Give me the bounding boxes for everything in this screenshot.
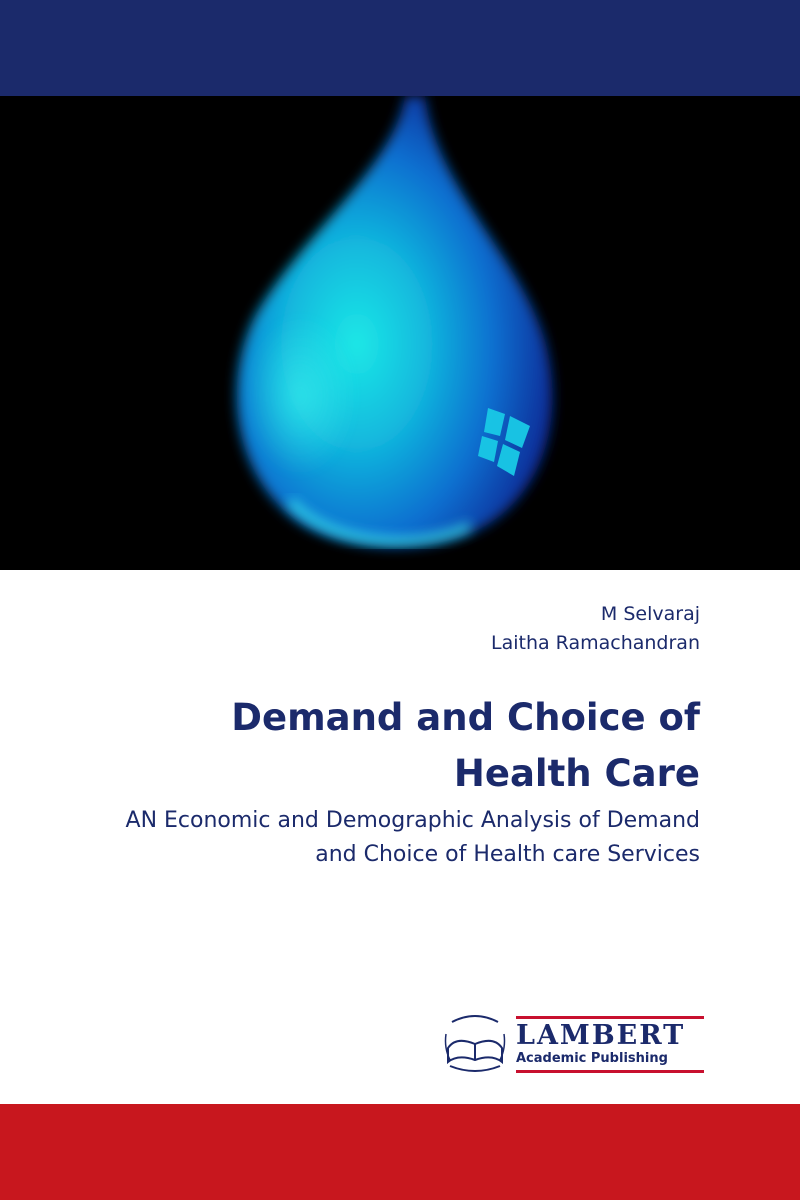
book-title bbox=[80, 690, 700, 802]
publisher-rule bbox=[516, 1070, 704, 1073]
publisher-logo bbox=[442, 1014, 704, 1076]
title-line: Health Care bbox=[453, 752, 700, 795]
author-name: M Selvaraj bbox=[600, 603, 700, 625]
publisher-subtitle: Academic Publishing bbox=[516, 1051, 668, 1066]
authors bbox=[491, 600, 700, 658]
book-subtitle bbox=[60, 804, 700, 872]
open-book-icon bbox=[442, 1014, 508, 1076]
top-color-band bbox=[0, 0, 800, 96]
title-line: Demand and Choice of bbox=[231, 696, 700, 739]
cover-image bbox=[0, 96, 800, 570]
subtitle-line: AN Economic and Demographic Analysis of Demand bbox=[125, 808, 700, 833]
subtitle-line: and Choice of Health care Services bbox=[315, 842, 700, 867]
publisher-name: LAMBERT bbox=[516, 1020, 686, 1051]
water-drop-icon bbox=[0, 96, 800, 570]
publisher-text bbox=[516, 1016, 704, 1073]
publisher-rule bbox=[516, 1016, 704, 1019]
bottom-color-band bbox=[0, 1104, 800, 1200]
author-name: Laitha Ramachandran bbox=[491, 632, 700, 654]
